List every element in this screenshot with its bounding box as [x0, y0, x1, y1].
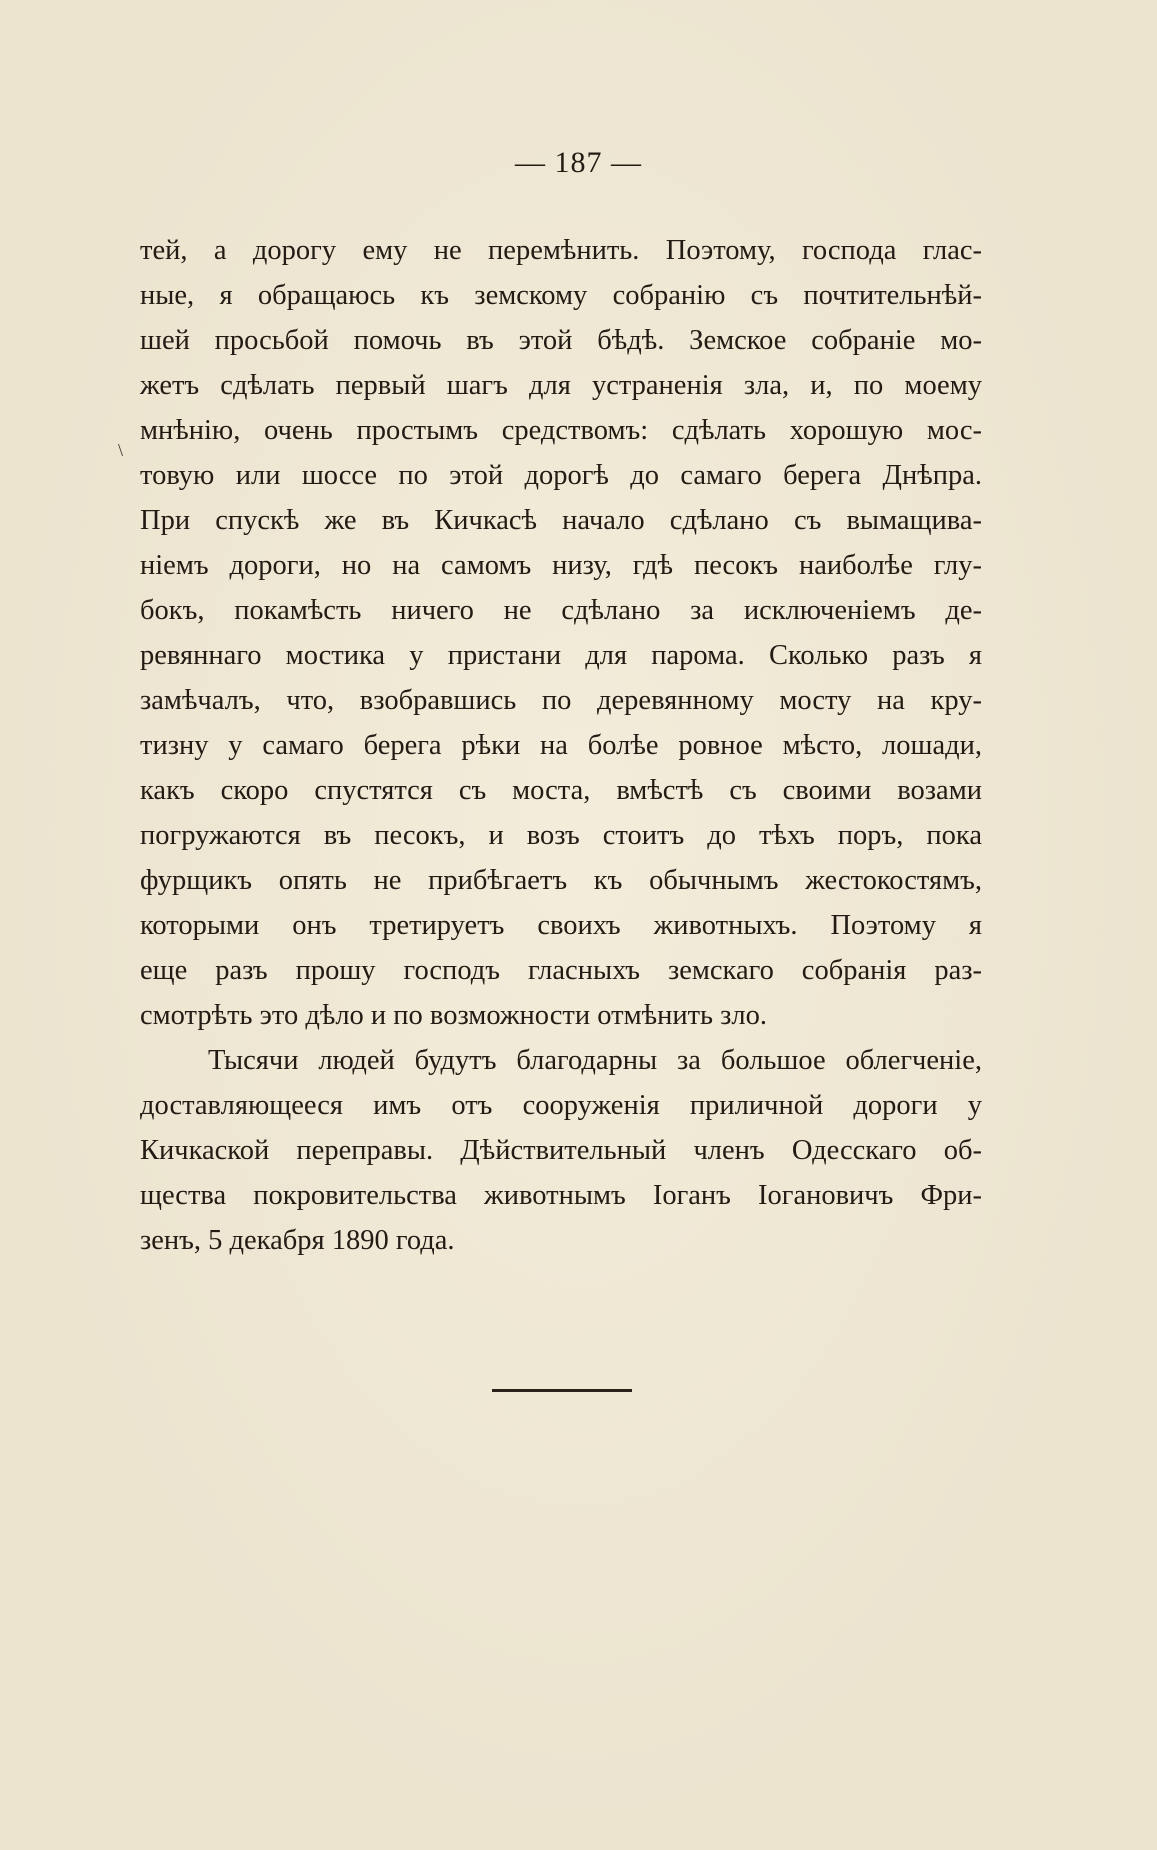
text-line: тей, а дорогу ему не перемѣнить. Поэтому, господа глас- [140, 235, 982, 266]
text-line: товую или шоссе по этой дорогѣ до самаго берега Днѣпра. [140, 460, 982, 491]
margin-mark: \ [118, 440, 124, 460]
text-line: какъ скоро спустятся съ моста, вмѣстѣ съ своими возами [140, 775, 982, 806]
text-line: еще разъ прошу господъ гласныхъ земскаго собранія раз- [140, 955, 982, 986]
paragraph-1 [140, 228, 982, 1038]
section-end-rule [492, 1389, 632, 1392]
body-text [140, 228, 982, 1263]
text-line: ные, я обращаюсь къ земскому собранію съ почтительнѣй- [140, 280, 982, 311]
text-line: тизну у самаго берега рѣки на болѣе ровное мѣсто, лошади, [140, 730, 982, 761]
text-line: Кичкаской переправы. Дѣйствительный членъ Одесскаго об- [140, 1135, 982, 1166]
text-line: жетъ сдѣлать первый шагъ для устраненія зла, и, по моему [140, 370, 982, 401]
text-line: Тысячи людей будутъ благодарны за большое облегченіе, [208, 1045, 982, 1076]
page-number: — 187 — [515, 146, 642, 179]
text-line: зенъ, 5 декабря 1890 года. [140, 1225, 455, 1256]
text-line: погружаются въ песокъ, и возъ стоитъ до тѣхъ поръ, пока [140, 820, 982, 851]
text-line: ревяннаго мостика у пристани для парома. Сколько разъ я [140, 640, 982, 671]
text-line: фурщикъ опять не прибѣгаетъ къ обычнымъ жестокостямъ, [140, 865, 982, 896]
paragraph-2 [140, 1038, 982, 1263]
text-line: ніемъ дороги, но на самомъ низу, гдѣ песокъ наиболѣе глу- [140, 550, 982, 581]
text-line: доставляющееся имъ отъ сооруженія приличной дороги у [140, 1090, 982, 1121]
text-line: При спускѣ же въ Кичкасѣ начало сдѣлано съ вымащива- [140, 505, 982, 536]
text-line: шей просьбой помочь въ этой бѣдѣ. Земское собраніе мо- [140, 325, 982, 356]
text-line: замѣчалъ, что, взобравшись по деревянному мосту на кру- [140, 685, 982, 716]
text-line: бокъ, покамѣсть ничего не сдѣлано за исключеніемъ де- [140, 595, 982, 626]
text-line: которыми онъ третируетъ своихъ животныхъ. Поэтому я [140, 910, 982, 941]
text-line: щества покровительства животнымъ Іоганъ Іогановичъ Фри- [140, 1180, 982, 1211]
text-line: смотрѣть это дѣло и по возможности отмѣнить зло. [140, 1000, 768, 1031]
text-line: мнѣнію, очень простымъ средствомъ: сдѣлать хорошую мос- [140, 415, 982, 446]
